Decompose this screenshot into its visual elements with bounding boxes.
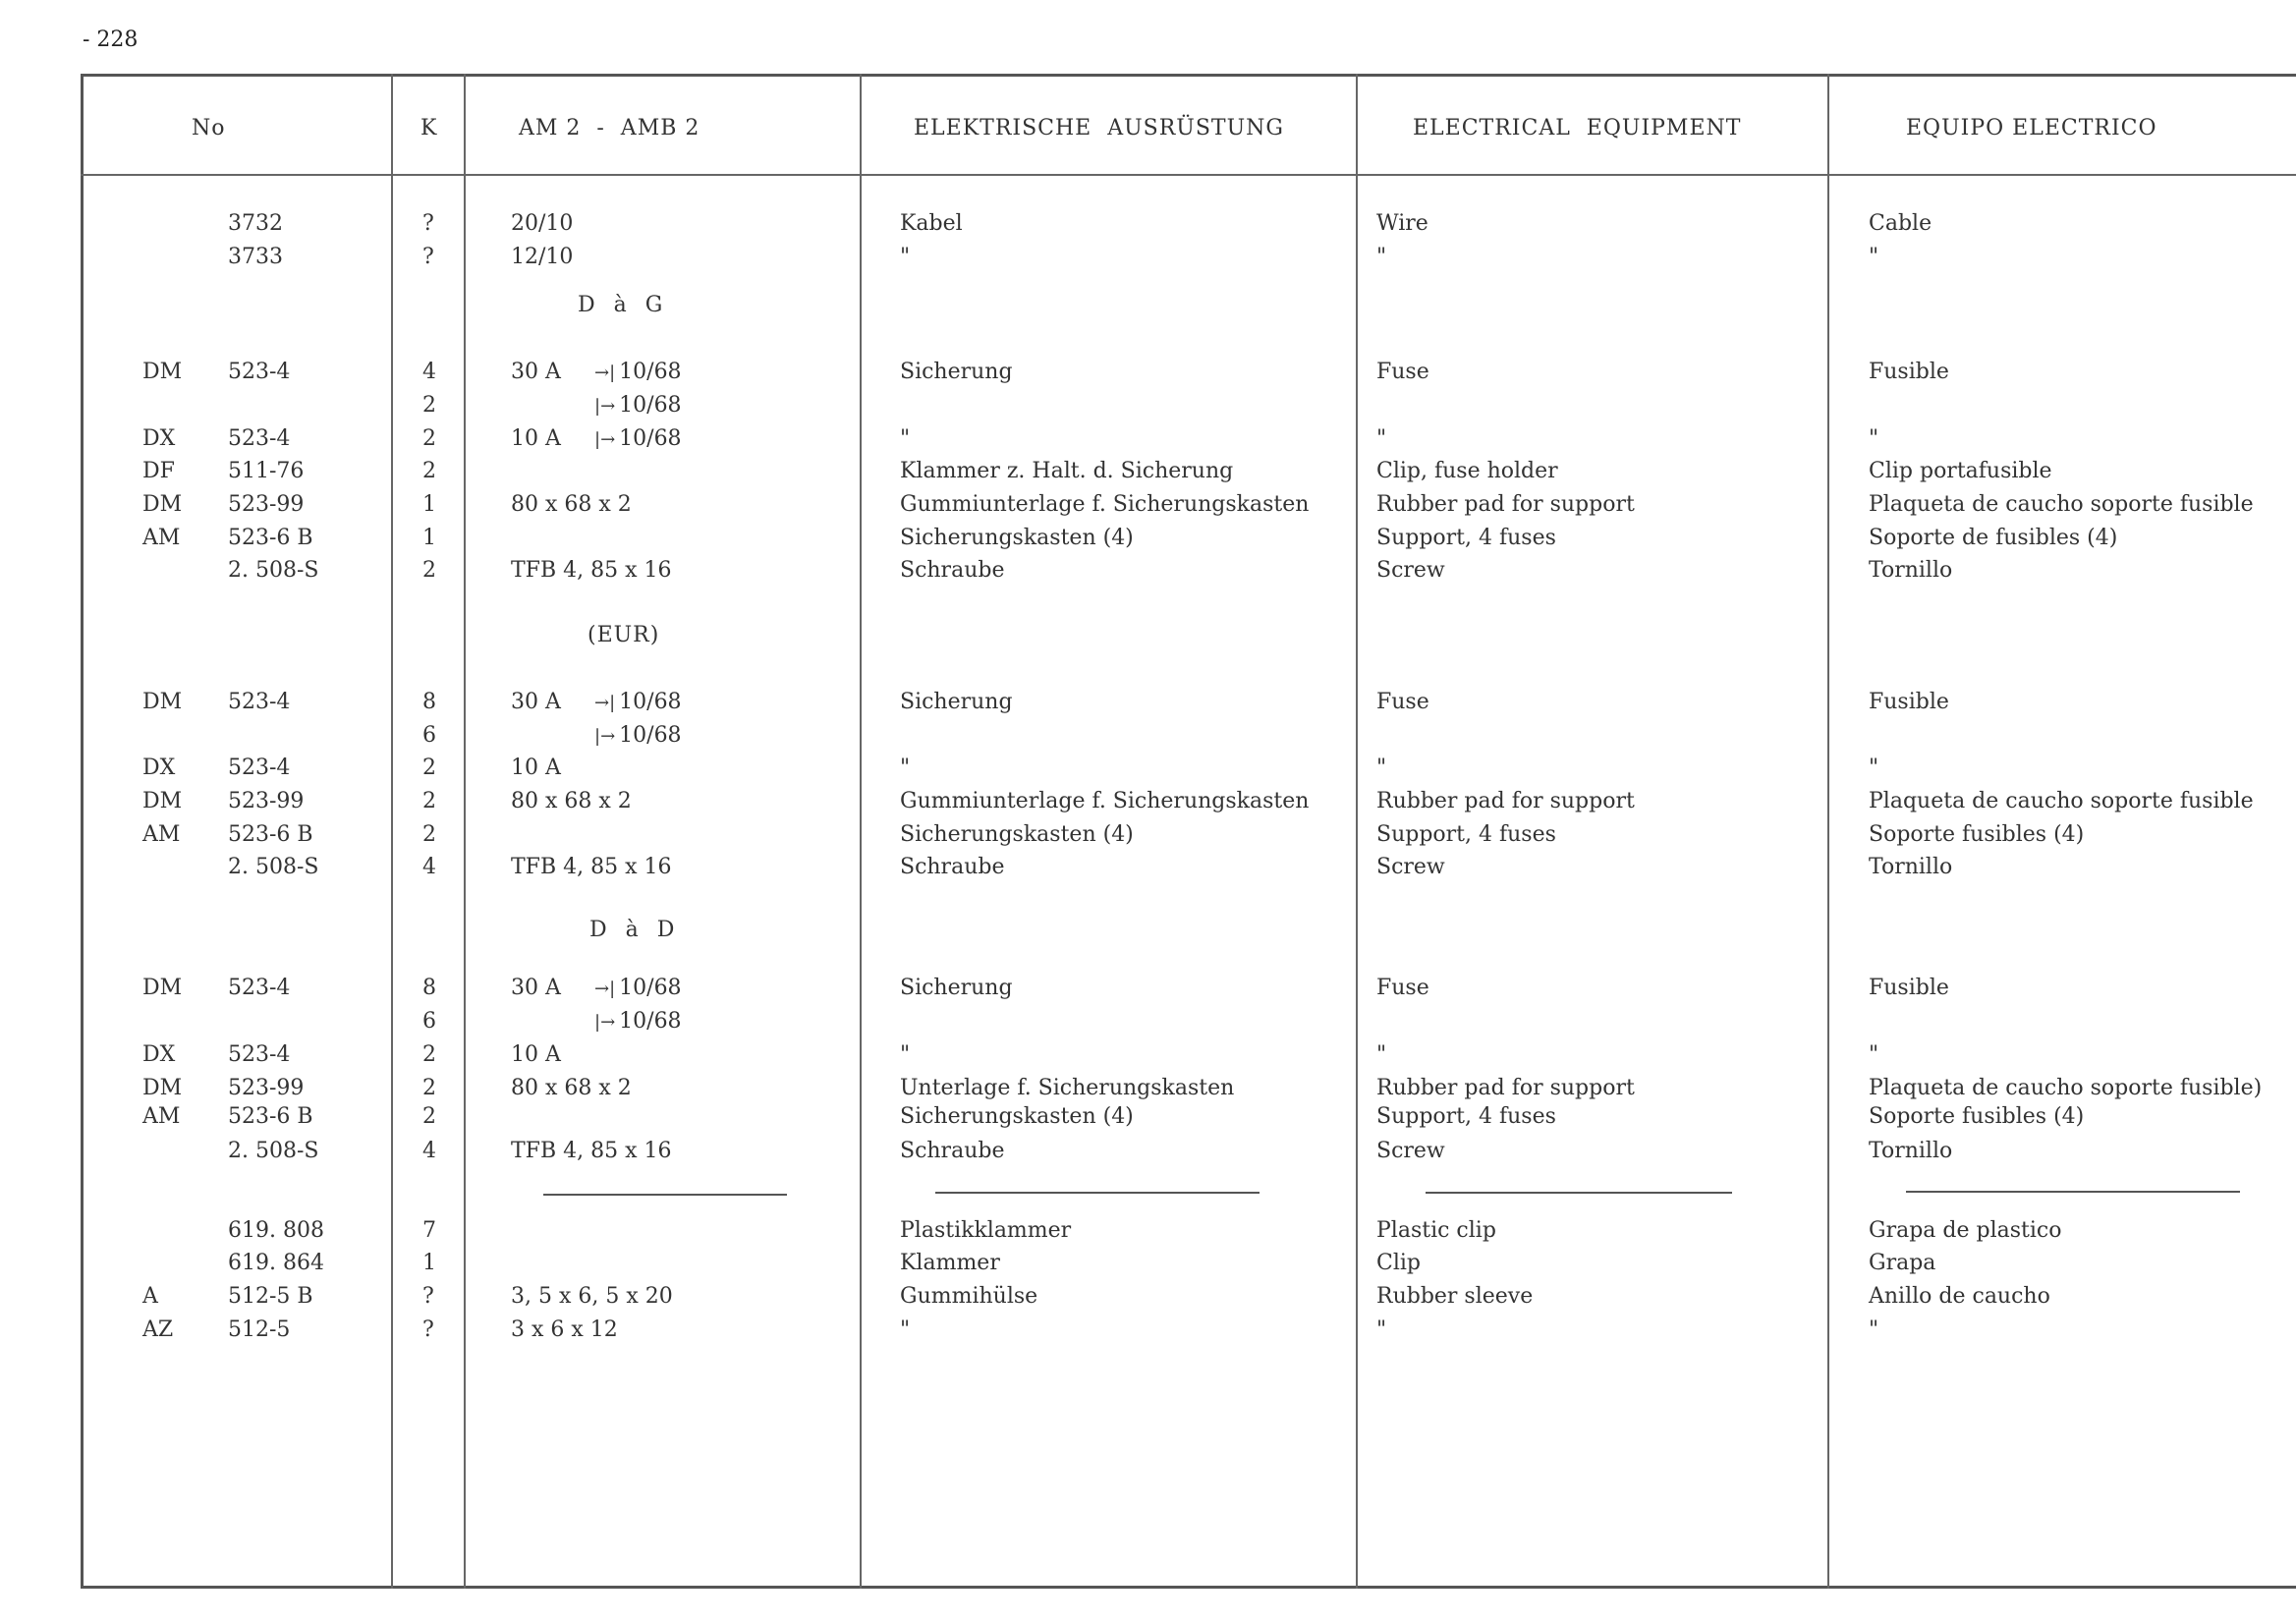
description-de: Sicherungskasten (4) — [900, 822, 1134, 847]
quantity: 2 — [422, 459, 436, 483]
header-en: ELECTRICAL EQUIPMENT — [1413, 116, 1742, 140]
description-es: Grapa — [1869, 1251, 1936, 1275]
description-de: Sicherungskasten (4) — [900, 526, 1134, 550]
table-row — [0, 1218, 2296, 1252]
quantity: 8 — [422, 690, 436, 714]
description-en: " — [1376, 426, 1387, 451]
table-row — [0, 558, 2296, 591]
quantity: 2 — [422, 756, 436, 780]
quantity: 7 — [422, 1218, 436, 1243]
description-en: Support, 4 fuses — [1376, 1104, 1556, 1129]
description-de: Unterlage f. Sicherungskasten — [900, 1076, 1235, 1100]
spec: TFB 4, 85 x 16 — [511, 1139, 672, 1163]
part-prefix: DM — [142, 360, 183, 384]
description-es: Fusible — [1869, 360, 1949, 384]
header-no: No — [192, 116, 226, 140]
description-es: " — [1869, 1042, 1879, 1067]
spec: 80 x 68 x 2 — [511, 789, 632, 813]
spec: 3 x 6 x 12 — [511, 1317, 618, 1342]
description-en: Wire — [1376, 211, 1428, 236]
description-de: Plastikklammer — [900, 1218, 1072, 1243]
part-number: 523-4 — [228, 360, 291, 384]
part-number: 2. 508-S — [228, 1139, 319, 1163]
part-prefix: AM — [142, 822, 181, 847]
description-es: Soporte de fusibles (4) — [1869, 526, 2118, 550]
table-row — [0, 393, 2296, 426]
arrow-date: 10/68 — [619, 690, 682, 714]
description-es: " — [1869, 426, 1879, 451]
section-separator — [543, 1194, 787, 1196]
table-row — [0, 756, 2296, 789]
part-prefix: AZ — [142, 1317, 174, 1342]
part-number: 512-5 B — [228, 1284, 313, 1309]
arrow-date: 10/68 — [619, 723, 682, 748]
spec: 30 A — [511, 976, 561, 1000]
part-number: 523-99 — [228, 789, 305, 813]
table-row — [0, 426, 2296, 460]
spec: 3, 5 x 6, 5 x 20 — [511, 1284, 673, 1309]
section-label: D à G — [578, 293, 669, 317]
quantity: ? — [422, 1284, 434, 1309]
section-separator — [1426, 1192, 1732, 1194]
description-es: Anillo de caucho — [1869, 1284, 2050, 1309]
quantity: 2 — [422, 789, 436, 813]
description-de: Sicherung — [900, 976, 1013, 1000]
description-de: Klammer z. Halt. d. Sicherung — [900, 459, 1234, 483]
arrow-date: 10/68 — [619, 1009, 682, 1034]
description-en: Support, 4 fuses — [1376, 526, 1556, 550]
description-en: Rubber pad for support — [1376, 492, 1635, 517]
arrow-to-bar-icon — [594, 976, 682, 1000]
quantity: ? — [422, 245, 434, 269]
spec: 30 A — [511, 360, 561, 384]
bar-to-arrow-icon — [594, 1009, 682, 1034]
table-row — [0, 360, 2296, 393]
spec: 80 x 68 x 2 — [511, 492, 632, 517]
spec: TFB 4, 85 x 16 — [511, 855, 672, 879]
table-row — [0, 690, 2296, 723]
section-label: (EUR) — [588, 623, 660, 647]
description-es: Plaqueta de caucho soporte fusible — [1869, 492, 2254, 517]
part-prefix: DM — [142, 690, 183, 714]
description-en: Clip — [1376, 1251, 1421, 1275]
description-es: " — [1869, 1317, 1879, 1342]
spec: 30 A — [511, 690, 561, 714]
description-en: Plastic clip — [1376, 1218, 1496, 1243]
part-number: 3733 — [228, 245, 283, 269]
section-separator — [935, 1192, 1260, 1194]
description-en: Rubber sleeve — [1376, 1284, 1534, 1309]
quantity: 2 — [422, 393, 436, 418]
table-row — [0, 723, 2296, 756]
quantity: ? — [422, 1317, 434, 1342]
description-es: Plaqueta de caucho soporte fusible) — [1869, 1076, 2263, 1100]
arrow-to-bar-icon — [594, 360, 682, 384]
quantity: 2 — [422, 426, 436, 451]
arrow-glyph: |→ — [594, 1012, 616, 1033]
description-de: " — [900, 426, 911, 451]
header-am: AM 2 - AMB 2 — [519, 116, 700, 140]
description-en: " — [1376, 1042, 1387, 1067]
quantity: 2 — [422, 1076, 436, 1100]
part-number: 511-76 — [228, 459, 305, 483]
description-es: " — [1869, 245, 1879, 269]
description-de: " — [900, 756, 911, 780]
description-es: Clip portafusible — [1869, 459, 2052, 483]
quantity: 6 — [422, 723, 436, 748]
part-number: 512-5 — [228, 1317, 291, 1342]
arrow-date: 10/68 — [619, 393, 682, 418]
description-de: Schraube — [900, 855, 1005, 879]
description-es: Soporte fusibles (4) — [1869, 822, 2085, 847]
table-row — [0, 459, 2296, 492]
arrow-glyph: |→ — [594, 726, 616, 747]
table-row — [0, 526, 2296, 559]
quantity: 4 — [422, 1139, 436, 1163]
section-label: D à D — [589, 918, 681, 942]
table-row — [0, 211, 2296, 245]
description-es: " — [1869, 756, 1879, 780]
part-prefix: DM — [142, 492, 183, 517]
description-es: Tornillo — [1869, 855, 1953, 879]
description-de: Sicherung — [900, 360, 1013, 384]
description-de: Schraube — [900, 558, 1005, 583]
arrow-glyph: |→ — [594, 396, 616, 417]
table-row — [0, 1042, 2296, 1076]
description-de: " — [900, 1317, 911, 1342]
part-number: 2. 508-S — [228, 558, 319, 583]
arrow-glyph: |→ — [594, 429, 616, 450]
quantity: 1 — [422, 526, 436, 550]
arrow-glyph: →| — [594, 363, 616, 383]
description-en: Screw — [1376, 855, 1445, 879]
description-en: Rubber pad for support — [1376, 789, 1635, 813]
section-separator — [1906, 1191, 2240, 1193]
part-prefix: DM — [142, 1076, 183, 1100]
part-number: 2. 508-S — [228, 855, 319, 879]
part-prefix: DM — [142, 789, 183, 813]
arrow-date: 10/68 — [619, 976, 682, 1000]
description-de: Sicherung — [900, 690, 1013, 714]
quantity: 6 — [422, 1009, 436, 1034]
table-row — [0, 1139, 2296, 1172]
header-es: EQUIPO ELECTRICO — [1906, 116, 2157, 140]
quantity: 2 — [422, 558, 436, 583]
part-number: 619. 808 — [228, 1218, 324, 1243]
quantity: ? — [422, 211, 434, 236]
description-de: Gummiunterlage f. Sicherungskasten — [900, 789, 1310, 813]
spec: TFB 4, 85 x 16 — [511, 558, 672, 583]
quantity: 1 — [422, 1251, 436, 1275]
description-en: Rubber pad for support — [1376, 1076, 1635, 1100]
spec: 12/10 — [511, 245, 574, 269]
description-de: Klammer — [900, 1251, 1000, 1275]
quantity: 2 — [422, 822, 436, 847]
description-en: " — [1376, 756, 1387, 780]
table-row — [0, 1009, 2296, 1042]
part-number: 523-99 — [228, 1076, 305, 1100]
table-row — [0, 976, 2296, 1009]
part-prefix: AM — [142, 1104, 181, 1129]
arrow-date: 10/68 — [619, 426, 682, 451]
spec: 80 x 68 x 2 — [511, 1076, 632, 1100]
description-en: Screw — [1376, 1139, 1445, 1163]
table-row — [0, 1251, 2296, 1284]
part-number: 523-6 B — [228, 1104, 313, 1129]
table-row — [0, 822, 2296, 856]
part-number: 523-4 — [228, 426, 291, 451]
header-k: K — [420, 116, 438, 140]
quantity: 4 — [422, 360, 436, 384]
description-en: " — [1376, 245, 1387, 269]
bar-to-arrow-icon — [594, 426, 682, 451]
description-en: Screw — [1376, 558, 1445, 583]
part-number: 619. 864 — [228, 1251, 324, 1275]
quantity: 8 — [422, 976, 436, 1000]
description-es: Plaqueta de caucho soporte fusible — [1869, 789, 2254, 813]
description-de: Gummiunterlage f. Sicherungskasten — [900, 492, 1310, 517]
part-number: 523-99 — [228, 492, 305, 517]
quantity: 2 — [422, 1104, 436, 1129]
spec: 20/10 — [511, 211, 574, 236]
table-row — [0, 1284, 2296, 1317]
part-prefix: DF — [142, 459, 175, 483]
description-es: Soporte fusibles (4) — [1869, 1104, 2085, 1129]
description-de: Sicherungskasten (4) — [900, 1104, 1134, 1129]
part-prefix: DX — [142, 756, 176, 780]
description-es: Grapa de plastico — [1869, 1218, 2062, 1243]
part-number: 523-4 — [228, 976, 291, 1000]
table-row — [0, 855, 2296, 888]
description-es: Tornillo — [1869, 558, 1953, 583]
description-en: Support, 4 fuses — [1376, 822, 1556, 847]
spec: 10 A — [511, 756, 561, 780]
spec: 10 A — [511, 1042, 561, 1067]
part-prefix: DX — [142, 1042, 176, 1067]
arrow-glyph: →| — [594, 979, 616, 999]
description-en: Fuse — [1376, 976, 1429, 1000]
part-number: 523-4 — [228, 1042, 291, 1067]
table-row — [0, 1104, 2296, 1138]
bar-to-arrow-icon — [594, 723, 682, 748]
table-row — [0, 789, 2296, 822]
arrow-glyph: →| — [594, 693, 616, 713]
header-divider — [81, 174, 2296, 176]
part-number: 523-4 — [228, 690, 291, 714]
description-en: " — [1376, 1317, 1387, 1342]
table-row — [0, 1317, 2296, 1351]
part-prefix: AM — [142, 526, 181, 550]
description-de: " — [900, 1042, 911, 1067]
description-de: " — [900, 245, 911, 269]
part-prefix: DM — [142, 976, 183, 1000]
description-es: Fusible — [1869, 976, 1949, 1000]
part-prefix: DX — [142, 426, 176, 451]
quantity: 1 — [422, 492, 436, 517]
bar-to-arrow-icon — [594, 393, 682, 418]
arrow-to-bar-icon — [594, 690, 682, 714]
part-number: 523-4 — [228, 756, 291, 780]
arrow-date: 10/68 — [619, 360, 682, 384]
table-row — [0, 492, 2296, 526]
quantity: 2 — [422, 1042, 436, 1067]
quantity: 4 — [422, 855, 436, 879]
part-number: 3732 — [228, 211, 283, 236]
header-de: ELEKTRISCHE AUSRÜSTUNG — [914, 116, 1284, 140]
spec: 10 A — [511, 426, 561, 451]
description-de: Schraube — [900, 1139, 1005, 1163]
description-de: Gummihülse — [900, 1284, 1038, 1309]
description-es: Tornillo — [1869, 1139, 1953, 1163]
part-prefix: A — [142, 1284, 158, 1309]
description-es: Cable — [1869, 211, 1932, 236]
part-number: 523-6 B — [228, 526, 313, 550]
part-number: 523-6 B — [228, 822, 313, 847]
description-en: Fuse — [1376, 690, 1429, 714]
description-es: Fusible — [1869, 690, 1949, 714]
description-en: Clip, fuse holder — [1376, 459, 1558, 483]
table-row — [0, 245, 2296, 278]
description-de: Kabel — [900, 211, 963, 236]
description-en: Fuse — [1376, 360, 1429, 384]
page-number: - 228 — [83, 28, 139, 52]
